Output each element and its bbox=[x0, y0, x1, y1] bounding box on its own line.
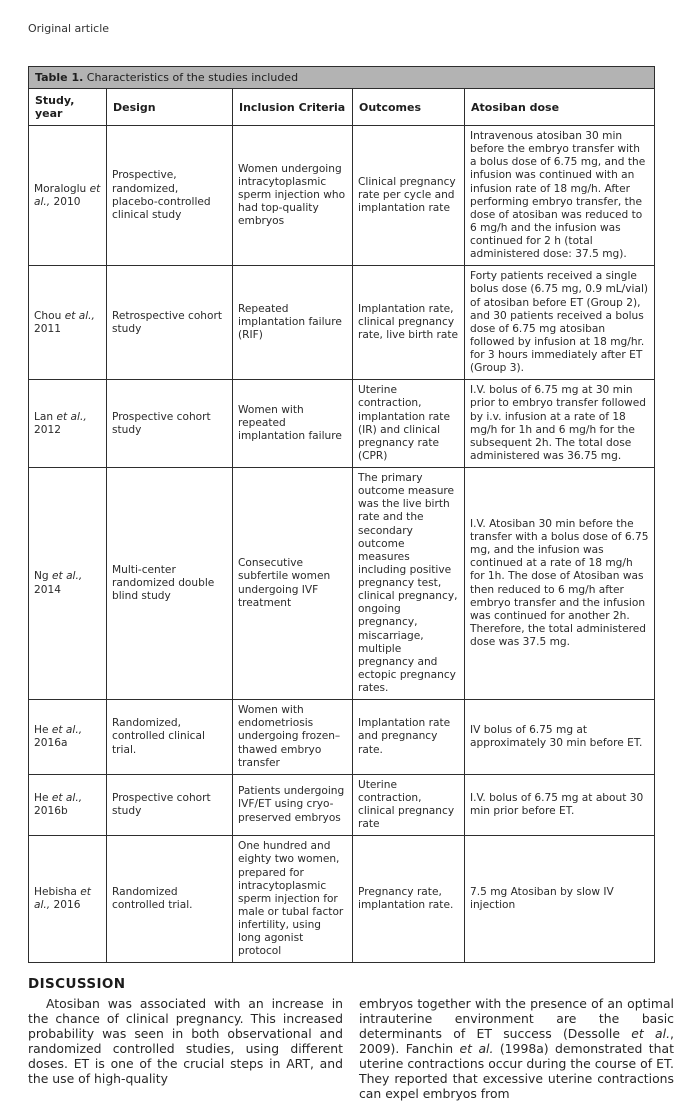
study-etal: et al., bbox=[34, 886, 91, 912]
design-cell: Randomized, controlled clinical trial. bbox=[107, 700, 233, 775]
table-row bbox=[29, 380, 655, 468]
design-cell: Multi-center randomized double blind study bbox=[107, 468, 233, 700]
study-name: Moraloglu bbox=[34, 182, 87, 195]
inclusion-cell: Patients undergoing IVF/ET using cryo-preserved embryos bbox=[233, 774, 353, 836]
table-number: Table 1. bbox=[35, 71, 84, 84]
study-year: 2016a bbox=[34, 736, 68, 749]
study-cell bbox=[29, 266, 107, 380]
discussion-right-column bbox=[359, 997, 674, 1101]
design-cell: Prospective cohort study bbox=[107, 774, 233, 836]
study-name: Lan bbox=[34, 410, 54, 423]
inclusion-cell: Women undergoing intracytoplasmic sperm injection who had top-quality embryos bbox=[233, 126, 353, 266]
outcomes-cell: Pregnancy rate, implantation rate. bbox=[353, 836, 465, 963]
table-caption bbox=[29, 67, 655, 89]
discussion-left-column bbox=[28, 997, 343, 1101]
col-header-outcomes: Outcomes bbox=[353, 89, 465, 126]
discussion-columns bbox=[28, 997, 674, 1101]
outcomes-cell: Clinical pregnancy rate per cycle and implantation rate bbox=[353, 126, 465, 266]
study-etal: et al., bbox=[51, 791, 83, 804]
studies-table bbox=[28, 66, 655, 963]
design-cell: Prospective, randomized, placebo-controlled clinical study bbox=[107, 126, 233, 266]
study-etal: et al., bbox=[52, 570, 83, 583]
dose-cell: I.V. bolus of 6.75 mg at about 30 min prior before ET. bbox=[465, 774, 655, 836]
study-cell bbox=[29, 774, 107, 836]
study-year: 2014 bbox=[34, 583, 61, 596]
outcomes-cell: Uterine contraction, implantation rate (IR) and clinical pregnancy rate (CPR) bbox=[353, 380, 465, 468]
col-header-design: Design bbox=[107, 89, 233, 126]
discussion-section bbox=[28, 976, 674, 1101]
study-cell bbox=[29, 700, 107, 775]
discussion-heading: DISCUSSION bbox=[28, 976, 126, 993]
table-row bbox=[29, 266, 655, 380]
study-year: 2011 bbox=[34, 322, 61, 335]
discussion-paragraph: Atosiban was associated with an increase in the chance of clinical pregnancy. This increased probability was seen in both observational and randomized controlled studies, using different doses. ET is one of the crucial steps in ART, and the use of high-quality bbox=[28, 996, 343, 1086]
study-etal: et al., bbox=[34, 182, 101, 208]
inclusion-cell: Consecutive subfertile women undergoing IVF treatment bbox=[233, 468, 353, 700]
table-row bbox=[29, 700, 655, 775]
study-etal: et al., bbox=[64, 309, 95, 322]
table-title: Characteristics of the studies included bbox=[83, 71, 299, 84]
study-year: 2016b bbox=[34, 805, 68, 817]
study-name: Chou bbox=[34, 309, 62, 322]
dose-cell: IV bolus of 6.75 mg at approximately 30 min before ET. bbox=[465, 700, 655, 775]
table-header-row bbox=[29, 89, 655, 126]
table-row bbox=[29, 774, 655, 836]
inclusion-cell: Repeated implantation failure (RIF) bbox=[233, 266, 353, 380]
study-year: 2012 bbox=[34, 423, 61, 436]
table-row bbox=[29, 126, 655, 266]
outcomes-cell: Implantation rate, clinical pregnancy rate, live birth rate bbox=[353, 266, 465, 380]
study-etal: et al., bbox=[56, 410, 87, 423]
dose-cell: Forty patients received a single bolus dose (6.75 mg, 0.9 mL/vial) of atosiban before ET (Group 2), and 30 patients received a bolus dose of 6.75 mg atosiban followed by infusion at 18 mg/hr. for 3 hours immediately after ET (Group 3). bbox=[465, 266, 655, 380]
col-header-inclusion-criteria: Inclusion Criteria bbox=[233, 89, 353, 126]
inclusion-cell: Women with endometriosis undergoing frozen–thawed embryo transfer bbox=[233, 700, 353, 775]
outcomes-cell: The primary outcome measure was the live birth rate and the secondary outcome measures including positive pregnancy test, clinical pregnancy, ongoing pregnancy, miscarriage, multiple pregnancy and ectopic pregnancy rates. bbox=[353, 468, 465, 700]
col-header-atosiban-dose: Atosiban dose bbox=[465, 89, 655, 126]
col-header-study-year: Study, year bbox=[29, 89, 107, 126]
outcomes-cell: Uterine contraction, clinical pregnancy rate bbox=[353, 774, 465, 836]
study-name: He bbox=[34, 791, 49, 804]
table-row bbox=[29, 468, 655, 700]
study-etal: et al., bbox=[51, 723, 83, 736]
study-cell bbox=[29, 126, 107, 266]
inclusion-cell: Women with repeated implantation failure bbox=[233, 380, 353, 468]
study-name: He bbox=[34, 723, 49, 736]
table-row bbox=[29, 836, 655, 963]
outcomes-cell: Implantation rate and pregnancy rate. bbox=[353, 700, 465, 775]
inclusion-cell: One hundred and eighty two women, prepared for intracytoplasmic sperm injection for male or tubal factor infertility, using long agonist protocol bbox=[233, 836, 353, 963]
dose-cell: I.V. bolus of 6.75 mg at 30 min prior to embryo transfer followed by i.v. infusion at a rate of 18 mg/h for 1h and 6 mg/h for the subsequent 2h. The total dose administered was 36.75 mg. bbox=[465, 380, 655, 468]
article-type-label: Original article bbox=[28, 22, 110, 35]
design-cell: Randomized controlled trial. bbox=[107, 836, 233, 963]
study-cell bbox=[29, 380, 107, 468]
table-caption-row bbox=[29, 67, 655, 89]
study-cell bbox=[29, 468, 107, 700]
dose-cell: 7.5 mg Atosiban by slow IV injection bbox=[465, 836, 655, 963]
study-year: 2016 bbox=[53, 899, 81, 912]
study-year: 2010 bbox=[53, 195, 81, 208]
design-cell: Prospective cohort study bbox=[107, 380, 233, 468]
study-name: Ng bbox=[34, 570, 49, 583]
dose-cell: I.V. Atosiban 30 min before the transfer with a bolus dose of 6.75 mg, and the infusion was continued at a rate of 18 mg/h for 1h. The dose of Atosiban was then reduced to 6 mg/h after embryo transfer and the infusion was continued for another 2h. Therefore, the total administered dose was 37.5 mg. bbox=[465, 468, 655, 700]
study-name: Hebisha bbox=[34, 886, 77, 899]
design-cell: Retrospective cohort study bbox=[107, 266, 233, 380]
study-cell bbox=[29, 836, 107, 963]
discussion-paragraph: embryos together with the presence of an optimal intrauterine environment are the basic determinants of ET success (Dessolle et al., 2009). Fanchin et al. (1998a) demonstrated that uterine contractions occur during the course of ET. They reported that excessive uterine contractions can expel embryos from bbox=[359, 996, 674, 1101]
dose-cell: Intravenous atosiban 30 min before the embryo transfer with a bolus dose of 6.75 mg, and the infusion was continued with an infusion rate of 18 mg/h. After performing embryo transfer, the dose of atosiban was reduced to 6 mg/h and the infusion was continued for 2 h (total administered dose: 37.5 mg). bbox=[465, 126, 655, 266]
